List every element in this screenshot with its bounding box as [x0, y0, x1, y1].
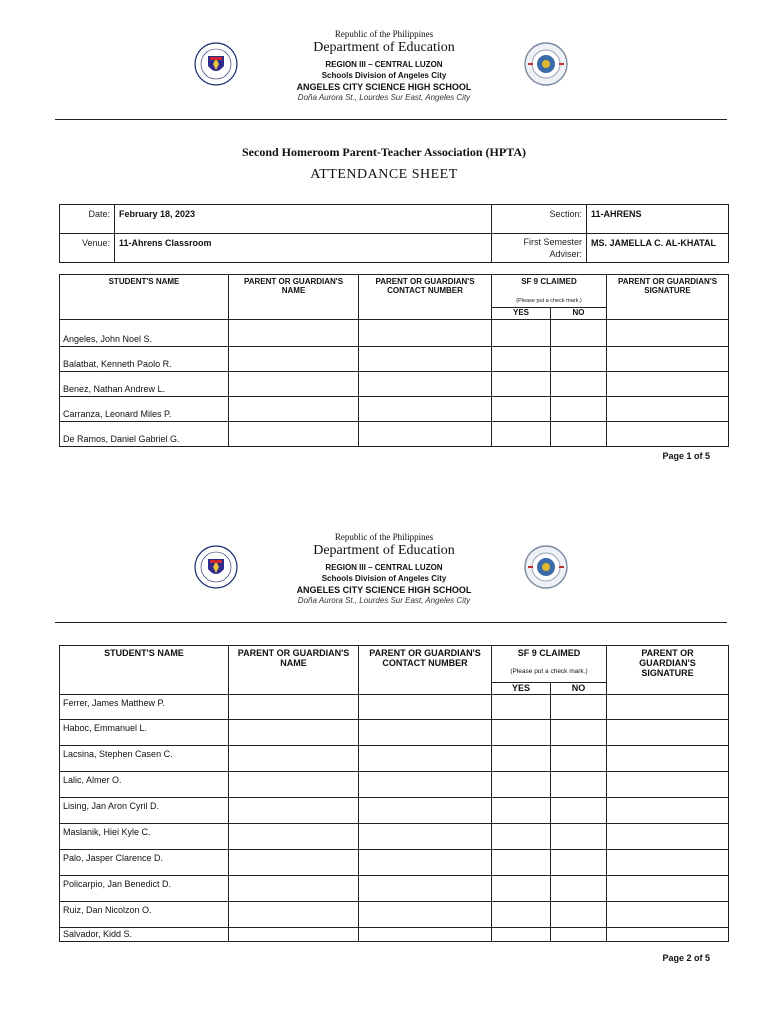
- yes-header: YES: [492, 308, 551, 320]
- student-name: Angeles, John Noel S.: [60, 320, 229, 347]
- no-cell[interactable]: [551, 695, 607, 720]
- no-cell[interactable]: [551, 397, 607, 422]
- student-name: Palo, Jasper Clarence D.: [60, 850, 229, 876]
- table-row: [60, 372, 729, 397]
- signature-header-line1: PARENT OR GUARDIAN'S: [617, 277, 718, 286]
- parent-name-cell[interactable]: [229, 347, 359, 372]
- division-text: Schools Division of Angeles City: [321, 71, 447, 80]
- sf9-header: [492, 275, 607, 308]
- parent-name-cell[interactable]: [229, 928, 359, 942]
- adviser-label-line1: First Semester: [523, 237, 582, 247]
- student-name-header: STUDENT'S NAME: [60, 275, 229, 320]
- yes-cell[interactable]: [492, 720, 551, 746]
- parent-name-cell[interactable]: [229, 720, 359, 746]
- contact-cell[interactable]: [359, 746, 492, 772]
- page1-number: Page 1 of 5: [662, 451, 710, 461]
- no-cell[interactable]: [551, 372, 607, 397]
- parent-name-cell[interactable]: [229, 772, 359, 798]
- student-name: Salvador, Kidd S.: [60, 928, 229, 942]
- sf9-header: [492, 646, 607, 683]
- sf9-header-label: SF 9 CLAIMED: [521, 277, 577, 286]
- no-cell[interactable]: [551, 320, 607, 347]
- signature-cell[interactable]: [607, 772, 729, 798]
- no-cell[interactable]: [551, 928, 607, 942]
- no-cell[interactable]: [551, 772, 607, 798]
- parent-name-cell[interactable]: [229, 695, 359, 720]
- table-row: [60, 746, 729, 772]
- student-name: Lalic, Almer O.: [60, 772, 229, 798]
- yes-cell[interactable]: [492, 824, 551, 850]
- date-value: February 18, 2023: [115, 205, 492, 234]
- region-text: REGION III – CENTRAL LUZON: [325, 60, 443, 69]
- parent-name-header-line1: PARENT OR GUARDIAN'S: [237, 648, 350, 658]
- contact-cell[interactable]: [359, 347, 492, 372]
- yes-cell[interactable]: [492, 695, 551, 720]
- no-cell[interactable]: [551, 798, 607, 824]
- venue-value: 11-Ahrens Classroom: [115, 234, 492, 263]
- region-text: REGION III – CENTRAL LUZON: [325, 563, 443, 572]
- contact-cell[interactable]: [359, 902, 492, 928]
- signature-header-line1: PARENT OR: [641, 648, 694, 658]
- student-name: Maslanik, Hiei Kyle C.: [60, 824, 229, 850]
- no-header: NO: [551, 683, 607, 695]
- table-row: [60, 320, 729, 347]
- yes-cell[interactable]: [492, 397, 551, 422]
- school-seal-icon: [524, 42, 568, 86]
- signature-cell[interactable]: [607, 928, 729, 942]
- no-cell[interactable]: [551, 746, 607, 772]
- contact-cell[interactable]: [359, 772, 492, 798]
- contact-cell[interactable]: [359, 695, 492, 720]
- contact-cell[interactable]: [359, 720, 492, 746]
- signature-header-line2: SIGNATURE: [644, 286, 691, 295]
- yes-cell[interactable]: [492, 902, 551, 928]
- yes-cell[interactable]: [492, 772, 551, 798]
- contact-cell[interactable]: [359, 320, 492, 347]
- yes-cell[interactable]: [492, 746, 551, 772]
- adviser-label: [492, 234, 587, 263]
- signature-cell[interactable]: [607, 824, 729, 850]
- school-name: ANGELES CITY SCIENCE HIGH SCHOOL: [296, 585, 472, 595]
- contact-cell[interactable]: [359, 798, 492, 824]
- parent-name-cell[interactable]: [229, 320, 359, 347]
- table-row: [60, 720, 729, 746]
- table-row: [60, 850, 729, 876]
- parent-name-cell[interactable]: [229, 397, 359, 422]
- yes-cell[interactable]: [492, 798, 551, 824]
- signature-cell[interactable]: [607, 798, 729, 824]
- student-name: Benez, Nathan Andrew L.: [60, 372, 229, 397]
- school-seal-icon: [524, 545, 568, 589]
- contact-cell[interactable]: [359, 928, 492, 942]
- sf9-header-label: SF 9 CLAIMED: [517, 648, 581, 658]
- signature-cell[interactable]: [607, 422, 729, 447]
- no-header: NO: [551, 308, 607, 320]
- sf9-note: (Please put a check mark.): [516, 298, 582, 304]
- student-name: Ferrer, James Matthew P.: [60, 695, 229, 720]
- contact-cell[interactable]: [359, 850, 492, 876]
- parent-name-header: [229, 275, 359, 320]
- yes-cell[interactable]: [492, 347, 551, 372]
- republic-text: Republic of the Philippines: [334, 532, 434, 542]
- student-name: Ruiz, Dan Nicolzon O.: [60, 902, 229, 928]
- deped-seal-icon: [194, 42, 238, 86]
- no-cell[interactable]: [551, 876, 607, 902]
- no-cell[interactable]: [551, 720, 607, 746]
- department-text: Department of Education: [313, 543, 455, 558]
- division-text: Schools Division of Angeles City: [321, 574, 447, 583]
- table-row: [60, 695, 729, 720]
- header-divider: [55, 119, 727, 120]
- yes-cell[interactable]: [492, 320, 551, 347]
- contact-header-line2: CONTACT NUMBER: [382, 658, 468, 668]
- parent-name-cell[interactable]: [229, 824, 359, 850]
- parent-name-header: [229, 646, 359, 695]
- parent-name-cell[interactable]: [229, 902, 359, 928]
- table-row: [60, 928, 729, 942]
- signature-cell[interactable]: [607, 902, 729, 928]
- parent-name-cell[interactable]: [229, 798, 359, 824]
- page2-number: Page 2 of 5: [662, 953, 710, 963]
- contact-cell[interactable]: [359, 397, 492, 422]
- no-cell[interactable]: [551, 347, 607, 372]
- yes-cell[interactable]: [492, 850, 551, 876]
- deped-seal-icon: [194, 545, 238, 589]
- student-name: De Ramos, Daniel Gabriel G.: [60, 422, 229, 447]
- parent-name-cell[interactable]: [229, 746, 359, 772]
- section-value: 11-AHRENS: [587, 205, 729, 234]
- signature-cell[interactable]: [607, 320, 729, 347]
- contact-header-line1: PARENT OR GUARDIAN'S: [375, 277, 475, 286]
- student-name: Carranza, Leonard Miles P.: [60, 397, 229, 422]
- no-cell[interactable]: [551, 824, 607, 850]
- table-row: [60, 876, 729, 902]
- contact-header-line2: CONTACT NUMBER: [387, 286, 463, 295]
- contact-header: [359, 646, 492, 695]
- school-name: ANGELES CITY SCIENCE HIGH SCHOOL: [296, 82, 472, 92]
- adviser-value: MS. JAMELLA C. AL-KHATAL: [587, 234, 729, 263]
- signature-cell[interactable]: [607, 695, 729, 720]
- adviser-label-line2: Adviser:: [549, 249, 582, 259]
- signature-header: [607, 275, 729, 320]
- signature-header-line3: SIGNATURE: [641, 668, 694, 678]
- section-label: Section:: [492, 205, 587, 234]
- contact-cell[interactable]: [359, 876, 492, 902]
- contact-header-line1: PARENT OR GUARDIAN'S: [369, 648, 481, 658]
- yes-cell[interactable]: [492, 422, 551, 447]
- meeting-info-table: [59, 204, 729, 263]
- parent-name-header-line2: NAME: [280, 658, 307, 668]
- signature-cell[interactable]: [607, 347, 729, 372]
- signature-cell[interactable]: [607, 746, 729, 772]
- sheet-title: ATTENDANCE SHEET: [310, 167, 458, 182]
- yes-cell[interactable]: [492, 928, 551, 942]
- yes-header: YES: [492, 683, 551, 695]
- date-label: Date:: [60, 205, 115, 234]
- table-row: [60, 902, 729, 928]
- yes-cell[interactable]: [492, 372, 551, 397]
- signature-cell[interactable]: [607, 397, 729, 422]
- venue-label: Venue:: [60, 234, 115, 263]
- attendance-table-page2: [59, 645, 729, 942]
- student-name: Haboc, Emmanuel L.: [60, 720, 229, 746]
- student-name: Policarpio, Jan Benedict D.: [60, 876, 229, 902]
- school-address: Doña Aurora St., Lourdes Sur East, Angeles City: [297, 596, 471, 605]
- school-address: Doña Aurora St., Lourdes Sur East, Angeles City: [297, 93, 471, 102]
- header-divider: [55, 622, 727, 623]
- no-cell[interactable]: [551, 902, 607, 928]
- contact-cell[interactable]: [359, 422, 492, 447]
- student-name: Balatbat, Kenneth Paolo R.: [60, 347, 229, 372]
- table-row: [60, 422, 729, 447]
- table-row: [60, 798, 729, 824]
- table-row: [60, 397, 729, 422]
- table-row: [60, 347, 729, 372]
- sf9-note: (Please put a check mark.): [510, 668, 588, 675]
- signature-header: [607, 646, 729, 695]
- parent-name-header-line2: NAME: [281, 286, 306, 295]
- yes-cell[interactable]: [492, 876, 551, 902]
- parent-name-cell[interactable]: [229, 876, 359, 902]
- parent-name-header-line1: PARENT OR GUARDIAN'S: [243, 277, 344, 286]
- signature-cell[interactable]: [607, 372, 729, 397]
- attendance-table-page1: [59, 274, 729, 447]
- signature-cell[interactable]: [607, 720, 729, 746]
- republic-text: Republic of the Philippines: [334, 29, 434, 39]
- table-row: [60, 772, 729, 798]
- parent-name-cell[interactable]: [229, 850, 359, 876]
- parent-name-cell[interactable]: [229, 372, 359, 397]
- signature-cell[interactable]: [607, 876, 729, 902]
- contact-cell[interactable]: [359, 824, 492, 850]
- contact-header: [359, 275, 492, 320]
- student-name-header: STUDENT'S NAME: [60, 646, 229, 695]
- signature-cell[interactable]: [607, 850, 729, 876]
- table-row: [60, 824, 729, 850]
- student-name: Lacsina, Stephen Casen C.: [60, 746, 229, 772]
- meeting-title: Second Homeroom Parent-Teacher Association (HPTA): [242, 145, 526, 159]
- contact-cell[interactable]: [359, 372, 492, 397]
- no-cell[interactable]: [551, 422, 607, 447]
- no-cell[interactable]: [551, 850, 607, 876]
- signature-header-line2: GUARDIAN'S: [639, 658, 696, 668]
- department-text: Department of Education: [313, 40, 455, 55]
- student-name: Lising, Jan Aron Cyril D.: [60, 798, 229, 824]
- parent-name-cell[interactable]: [229, 422, 359, 447]
